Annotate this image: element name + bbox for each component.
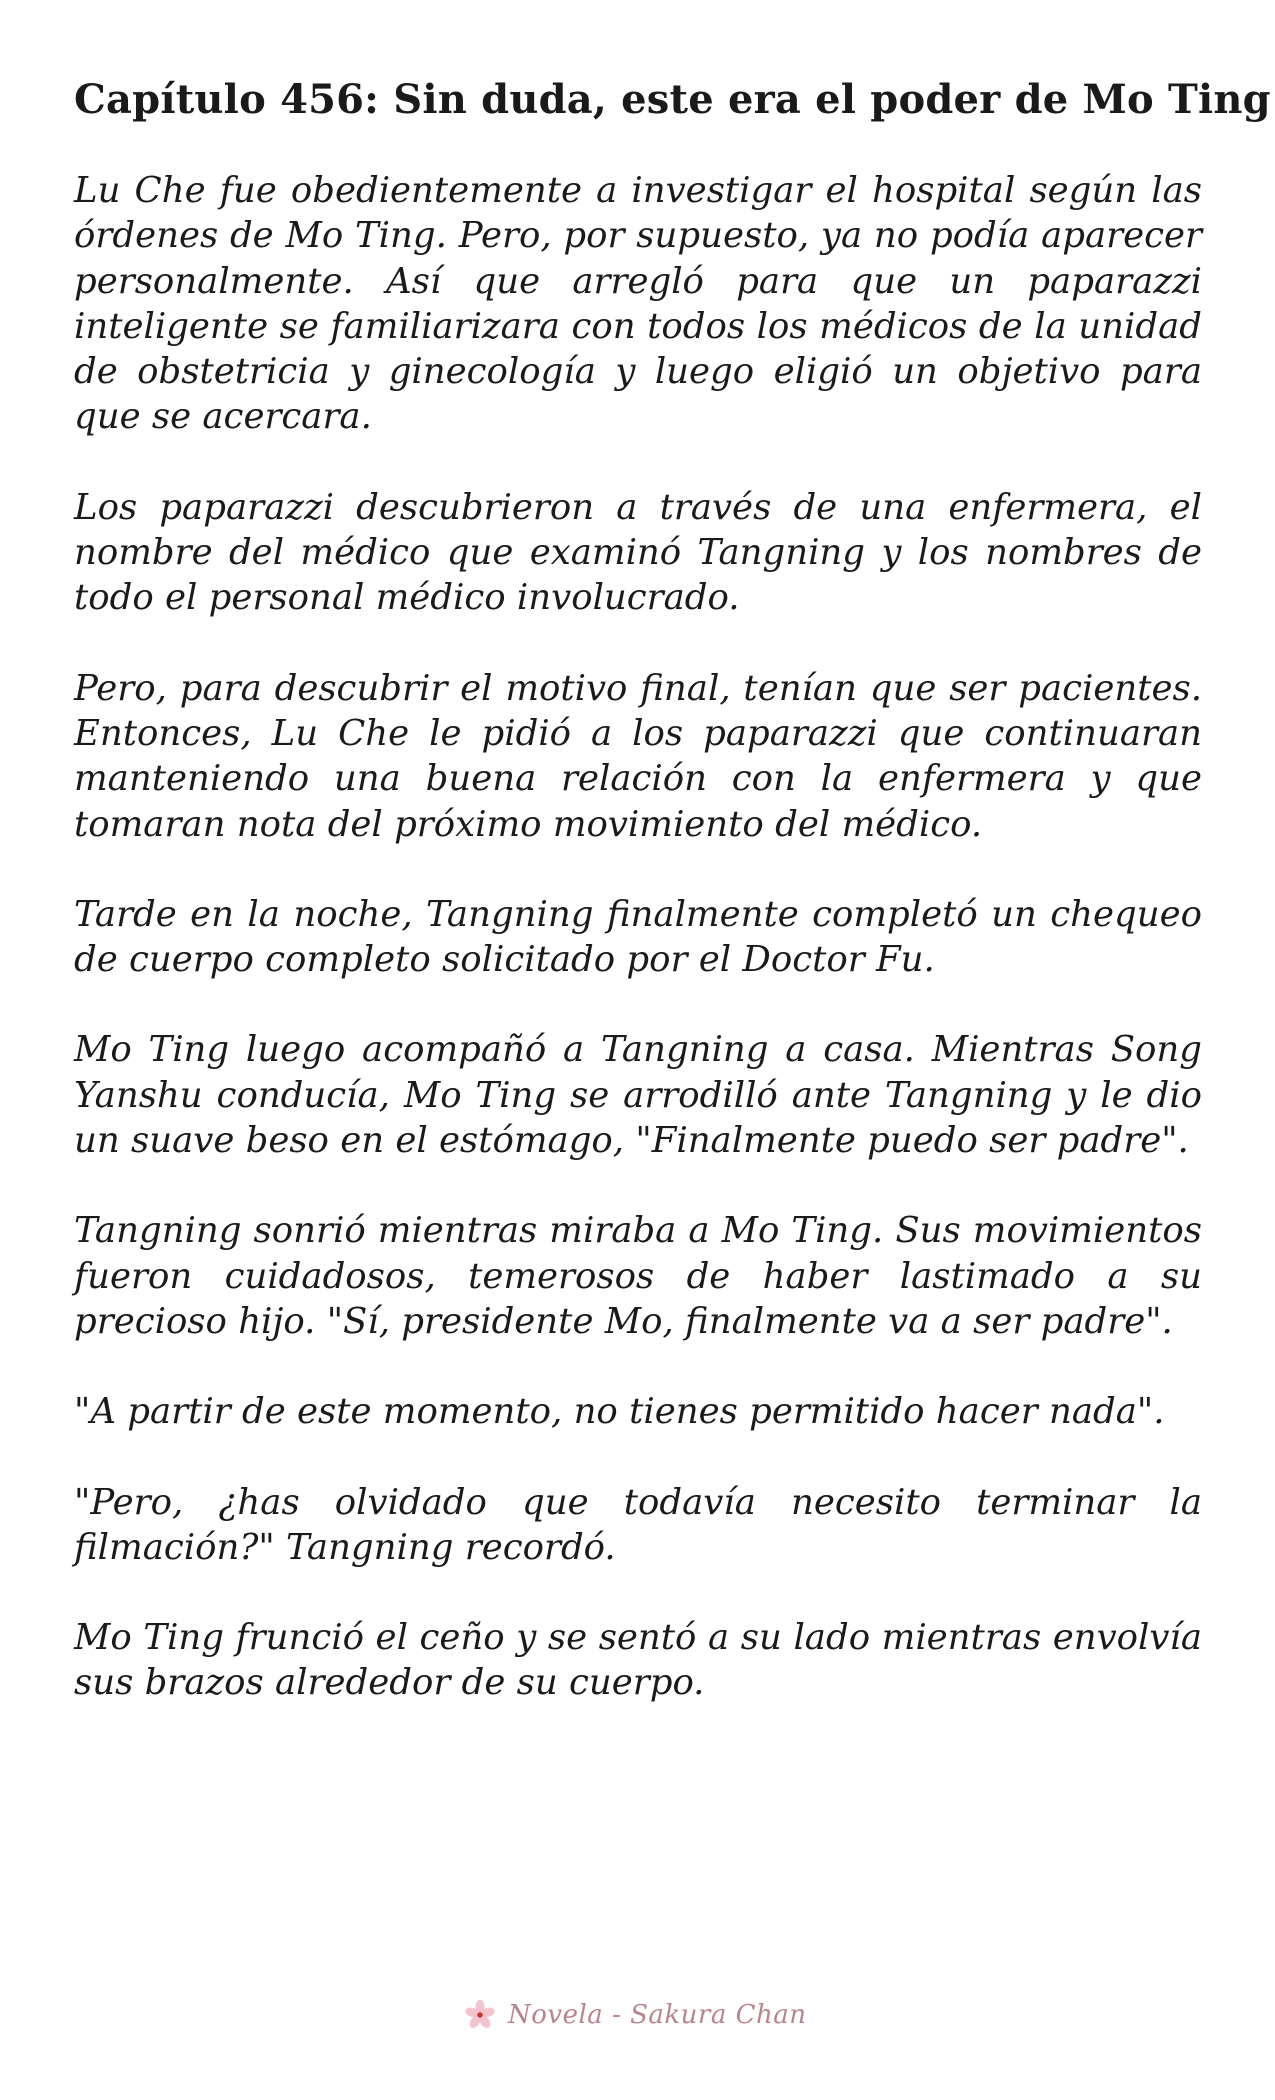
paragraph: Pero, para descubrir el motivo final, tenían que ser pacientes. Entonces, Lu Che le pidió a los paparazzi que continuaran manteniendo una buena relación con la enfermera y que tomaran nota del próximo movimiento del médico. bbox=[74, 667, 1202, 845]
watermark bbox=[462, 1995, 807, 2035]
paragraph: Lu Che fue obedientemente a investigar el hospital según las órdenes de Mo Ting. Pero, por supuesto, ya no podía aparecer personalmente. Así que arregló para que un paparazzi inteligente se familiarizara con todos los médicos de la unidad de obstetricia y ginecología y luego eligió un objetivo para que se acercara. bbox=[74, 170, 1202, 438]
paragraph: Mo Ting luego acompañó a Tangning a casa. Mientras Song Yanshu conducía, Mo Ting se arrodilló ante Tangning y le dio un suave beso en el estómago, "Finalmente puedo ser padre". bbox=[74, 1029, 1202, 1162]
chapter-title: Capítulo 456: Sin duda, este era el poder de Mo Ting bbox=[74, 76, 1271, 123]
chapter-body bbox=[74, 168, 1202, 1751]
watermark-text: Novela - Sakura Chan bbox=[508, 2000, 807, 2030]
paragraph: Mo Ting frunció el ceño y se sentó a su lado mientras envolvía sus brazos alrededor de su cuerpo. bbox=[74, 1617, 1202, 1704]
paragraph: Tangning sonrió mientras miraba a Mo Ting. Sus movimientos fueron cuidadosos, temerosos de haber lastimado a su precioso hijo. "Sí, presidente Mo, finalmente va a ser padre". bbox=[74, 1210, 1202, 1342]
paragraph: "Pero, ¿has olvidado que todavía necesito terminar la filmación?" Tangning recordó. bbox=[74, 1481, 1202, 1568]
paragraph: Los paparazzi descubrieron a través de una enfermera, el nombre del médico que examinó Tangning y los nombres de todo el personal médico involucrado. bbox=[74, 486, 1202, 619]
sakura-flower-icon bbox=[462, 1997, 498, 2033]
paragraph: "A partir de este momento, no tienes permitido hacer nada". bbox=[74, 1391, 1165, 1433]
paragraph: Tarde en la noche, Tangning finalmente completó un chequeo de cuerpo completo solicitado por el Doctor Fu. bbox=[74, 893, 1202, 981]
